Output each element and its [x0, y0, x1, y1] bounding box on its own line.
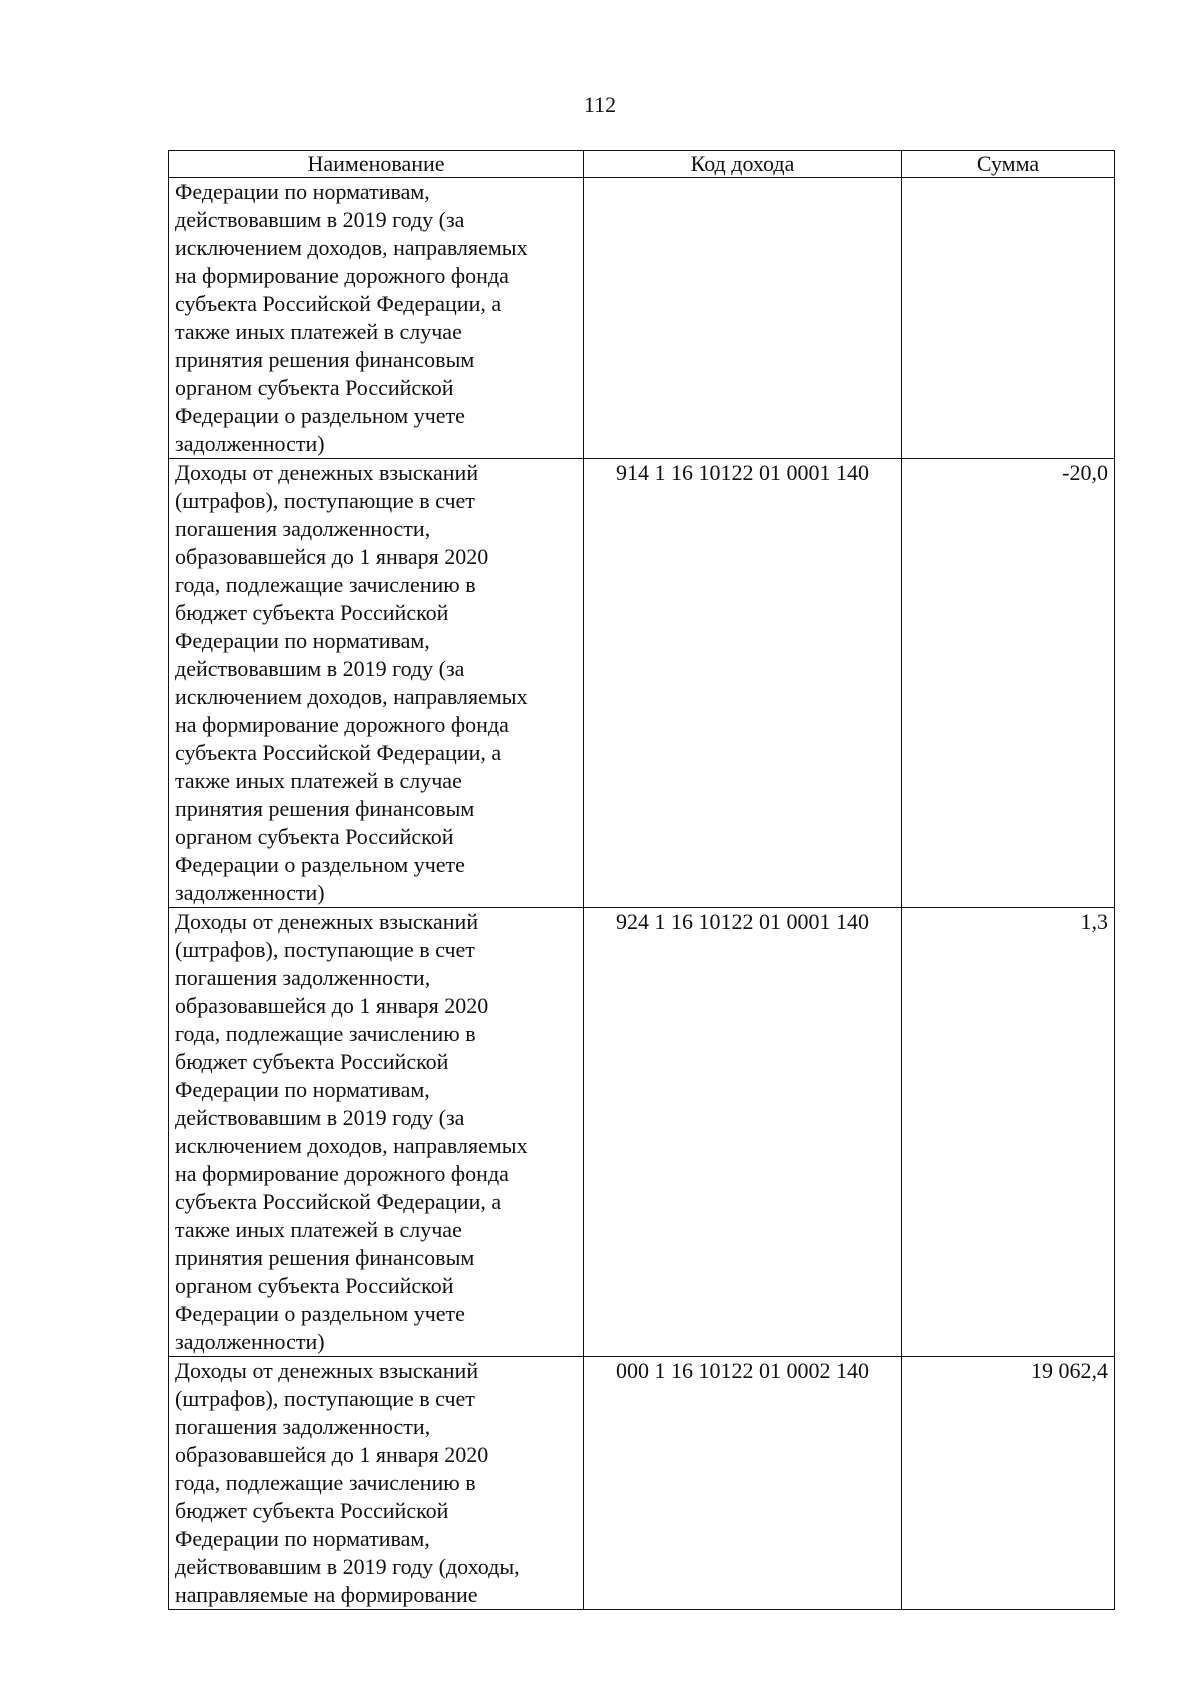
- revenue-name-line: субъекта Российской Федерации, а: [175, 1189, 502, 1214]
- revenue-name-line: задолженности): [175, 1329, 325, 1354]
- revenue-name-line: Федерации по нормативам,: [175, 1077, 430, 1102]
- revenue-name-line: погашения задолженности,: [175, 965, 431, 990]
- revenue-name-line: действовавшим в 2019 году (за: [175, 656, 465, 681]
- revenue-name-cell: [169, 1357, 584, 1610]
- revenue-name-line: образовавшейся до 1 января 2020: [175, 544, 489, 569]
- revenue-name-cell: [169, 459, 584, 908]
- revenue-name-line: погашения задолженности,: [175, 1414, 431, 1439]
- revenue-name-line: принятия решения финансовым: [175, 1245, 475, 1270]
- table-header-row: [169, 151, 1115, 178]
- revenue-name-line: года, подлежащие зачислению в: [175, 572, 476, 597]
- revenue-name-line: Федерации по нормативам,: [175, 1526, 430, 1551]
- revenue-name-line: на формирование дорожного фонда: [175, 1161, 509, 1186]
- revenue-name-cell: [169, 178, 584, 459]
- revenue-name-line: действовавшим в 2019 году (за: [175, 207, 465, 232]
- revenue-name-line: исключением доходов, направляемых: [175, 1133, 528, 1158]
- revenue-name-line: (штрафов), поступающие в счет: [175, 488, 475, 513]
- revenue-code-cell: 914 1 16 10122 01 0001 140: [584, 459, 902, 908]
- revenue-name-line: принятия решения финансовым: [175, 796, 475, 821]
- revenue-name-line: года, подлежащие зачислению в: [175, 1021, 476, 1046]
- revenue-table: [168, 150, 1115, 1610]
- revenue-name-line: образовавшейся до 1 января 2020: [175, 993, 489, 1018]
- revenue-name-line: задолженности): [175, 431, 325, 456]
- revenue-name-line: Доходы от денежных взысканий: [175, 1358, 479, 1383]
- revenue-name-line: действовавшим в 2019 году (за: [175, 1105, 465, 1130]
- table-body: [169, 178, 1115, 1610]
- revenue-amount-cell: -20,0: [902, 459, 1115, 908]
- revenue-name-line: субъекта Российской Федерации, а: [175, 740, 502, 765]
- header-name: Наименование: [169, 151, 584, 178]
- revenue-name-line: бюджет субъекта Российской: [175, 1498, 449, 1523]
- revenue-name-line: принятия решения финансовым: [175, 347, 475, 372]
- revenue-name-line: Федерации о раздельном учете: [175, 403, 465, 428]
- revenue-name-line: органом субъекта Российской: [175, 824, 454, 849]
- revenue-name-line: года, подлежащие зачислению в: [175, 1470, 476, 1495]
- revenue-code-cell: 000 1 16 10122 01 0002 140: [584, 1357, 902, 1610]
- revenue-amount-cell: 19 062,4: [902, 1357, 1115, 1610]
- table-row: [169, 908, 1115, 1357]
- revenue-code-cell: 924 1 16 10122 01 0001 140: [584, 908, 902, 1357]
- revenue-name-line: Федерации по нормативам,: [175, 179, 430, 204]
- revenue-name-line: органом субъекта Российской: [175, 1273, 454, 1298]
- revenue-name-line: Федерации о раздельном учете: [175, 852, 465, 877]
- revenue-name-line: исключением доходов, направляемых: [175, 235, 528, 260]
- revenue-name-line: Федерации по нормативам,: [175, 628, 430, 653]
- revenue-amount-cell: [902, 178, 1115, 459]
- page-number: 112: [583, 92, 617, 117]
- revenue-name-line: органом субъекта Российской: [175, 375, 454, 400]
- revenue-name-line: субъекта Российской Федерации, а: [175, 291, 502, 316]
- revenue-name-line: действовавшим в 2019 году (доходы,: [175, 1554, 520, 1579]
- revenue-name-line: (штрафов), поступающие в счет: [175, 1386, 475, 1411]
- table-row: [169, 459, 1115, 908]
- revenue-name-line: также иных платежей в случае: [175, 319, 462, 344]
- revenue-name-cell: [169, 908, 584, 1357]
- table-row: [169, 178, 1115, 459]
- revenue-name-line: Доходы от денежных взысканий: [175, 909, 479, 934]
- revenue-name-line: задолженности): [175, 880, 325, 905]
- revenue-name-line: Доходы от денежных взысканий: [175, 460, 479, 485]
- revenue-name-line: погашения задолженности,: [175, 516, 431, 541]
- revenue-name-line: на формирование дорожного фонда: [175, 712, 509, 737]
- revenue-amount-cell: 1,3: [902, 908, 1115, 1357]
- revenue-code-cell: [584, 178, 902, 459]
- revenue-name-line: исключением доходов, направляемых: [175, 684, 528, 709]
- revenue-name-line: на формирование дорожного фонда: [175, 263, 509, 288]
- revenue-name-line: образовавшейся до 1 января 2020: [175, 1442, 489, 1467]
- revenue-name-line: бюджет субъекта Российской: [175, 600, 449, 625]
- revenue-name-line: Федерации о раздельном учете: [175, 1301, 465, 1326]
- revenue-name-line: также иных платежей в случае: [175, 1217, 462, 1242]
- header-amount: Сумма: [902, 151, 1115, 178]
- revenue-name-line: направляемые на формирование: [175, 1582, 478, 1607]
- revenue-name-line: также иных платежей в случае: [175, 768, 462, 793]
- revenue-name-line: бюджет субъекта Российской: [175, 1049, 449, 1074]
- revenue-name-line: (штрафов), поступающие в счет: [175, 937, 475, 962]
- header-code: Код дохода: [584, 151, 902, 178]
- table-row: [169, 1357, 1115, 1610]
